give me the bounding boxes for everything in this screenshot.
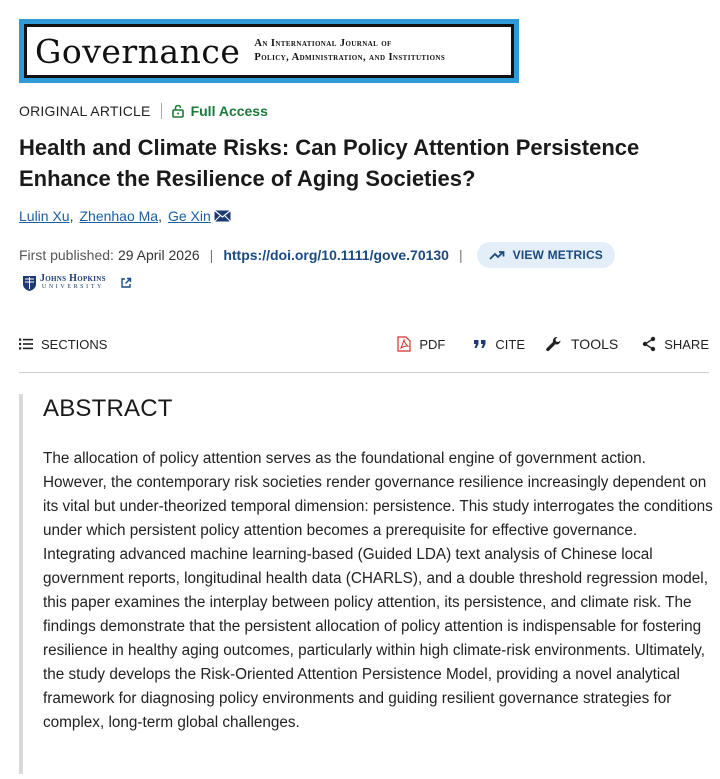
sections-label: SECTIONS bbox=[41, 336, 108, 352]
lock-open-icon bbox=[171, 104, 185, 118]
share-icon bbox=[642, 336, 656, 352]
view-metrics-label: VIEW METRICS bbox=[512, 248, 604, 262]
quote-icon bbox=[473, 339, 487, 349]
journal-banner-frame bbox=[24, 24, 514, 78]
author-list bbox=[19, 208, 231, 224]
external-link-icon[interactable] bbox=[120, 277, 132, 289]
email-icon[interactable] bbox=[214, 210, 231, 222]
trending-up-icon bbox=[489, 249, 505, 261]
share-label: SHARE bbox=[664, 336, 709, 352]
published-label: First published: bbox=[19, 247, 114, 263]
access-badge: Full Access bbox=[190, 103, 268, 119]
tools-label: TOOLS bbox=[571, 336, 619, 352]
divider: | bbox=[458, 247, 463, 263]
shield-icon bbox=[22, 275, 37, 292]
institution-logo bbox=[40, 274, 106, 292]
cite-button[interactable] bbox=[473, 337, 525, 352]
wrench-icon bbox=[545, 335, 563, 353]
journal-subtitle bbox=[254, 37, 445, 65]
pdf-button[interactable] bbox=[397, 336, 445, 352]
doi-link[interactable]: https://doi.org/10.1111/gove.70130 bbox=[223, 247, 449, 263]
author-separator: , bbox=[69, 208, 74, 224]
author-link[interactable]: Ge Xin bbox=[167, 208, 211, 224]
share-button[interactable] bbox=[642, 336, 709, 352]
divider bbox=[161, 103, 162, 119]
view-metrics-button[interactable] bbox=[477, 242, 615, 268]
article-meta-row bbox=[19, 103, 268, 119]
article-title: Health and Climate Risks: Can Policy Attention Persistence Enhance the Resilience of Aging Societies? bbox=[19, 135, 640, 191]
divider: | bbox=[209, 247, 214, 263]
author-separator: , bbox=[158, 208, 162, 224]
abstract-accent-bar bbox=[19, 394, 23, 774]
article-toolbar bbox=[19, 330, 709, 358]
pdf-label: PDF bbox=[419, 336, 446, 352]
journal-subtitle-line1: An International Journal of bbox=[254, 38, 392, 49]
article-type: ORIGINAL ARTICLE bbox=[19, 103, 151, 119]
cite-label: CITE bbox=[495, 336, 525, 352]
author-link[interactable]: Zhenhao Ma bbox=[79, 208, 159, 224]
author-link[interactable]: Lulin Xu bbox=[19, 208, 70, 224]
journal-name: Governance bbox=[35, 31, 241, 71]
abstract-heading: ABSTRACT bbox=[43, 395, 173, 422]
tools-button[interactable] bbox=[545, 335, 618, 353]
journal-subtitle-line2: Policy, Administration, and Institutions bbox=[254, 52, 446, 63]
published-date: 29 April 2026 bbox=[117, 247, 200, 263]
institution-sub: UNIVERSITY bbox=[41, 284, 104, 290]
journal-banner[interactable] bbox=[19, 19, 519, 83]
publication-info bbox=[19, 242, 615, 268]
list-icon bbox=[19, 338, 33, 350]
institution-name: Johns Hopkins bbox=[40, 273, 106, 284]
pdf-icon bbox=[397, 336, 411, 352]
toolbar-divider bbox=[19, 372, 709, 373]
abstract-text: The allocation of policy attention serves as the foundational engine of government action. However, the contemporary risk societies render governance resilience increasingly dependent on its vital but under-theorized temporal dimension: persistence. This study interrogates the conditions under which persistent policy attention becomes a prerequisite for effective governance. Integrating advanced machine learning-based (Guided LDA) text analysis of Chinese local government reports, longitudinal health data (CHARLS), and a double threshold regression model, this paper examines the interplay between policy attention, its persistence, and climate risk. The findings demonstrate that the persistent allocation of policy attention is indispensable for fostering resilience in healthy aging outcomes, particularly within high climate-risk environments. Ultimately, the study develops the Risk-Oriented Attention Persistence Model, providing a novel analytical framework for diagnosing policy environments and guiding resilient governance strategies for complex, long-term global challenges. bbox=[43, 450, 713, 731]
institution-access[interactable] bbox=[22, 274, 132, 292]
sections-button[interactable] bbox=[19, 337, 397, 352]
